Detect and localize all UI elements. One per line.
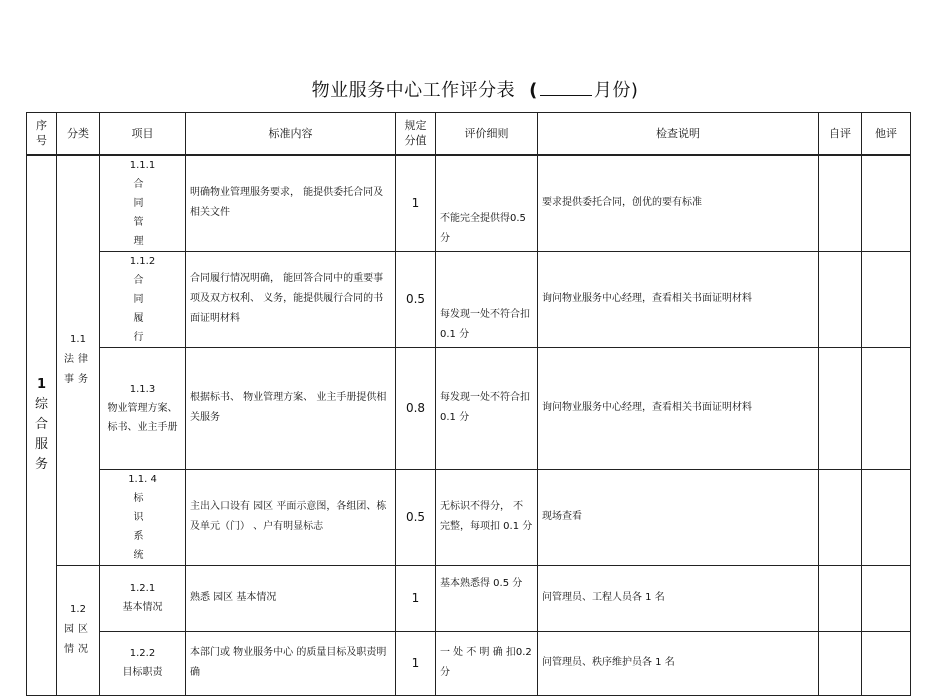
header-item: 项目 xyxy=(100,113,186,155)
standard-cell: 主出入口设有 园区 平面示意图，各组团、栋及单元（门） 、户有明显标志 xyxy=(186,469,396,565)
other-score-cell[interactable] xyxy=(862,155,911,252)
score-cell: 1 xyxy=(396,631,436,695)
eval-cell: 每发现一处不符合扣 0.1 分 xyxy=(436,347,538,469)
group-cell-1-2 xyxy=(57,565,100,695)
other-score-cell[interactable] xyxy=(862,565,911,631)
standard-cell: 明确物业管理服务要求， 能提供委托合同及相关文件 xyxy=(186,155,396,252)
eval-cell: 每发现一处不符合扣 0.1 分 xyxy=(436,251,538,347)
check-cell: 问管理员、秩序维护员各 1 名 xyxy=(538,631,819,695)
header-seq: 序号 xyxy=(27,113,57,155)
item-name: 合同履行 xyxy=(133,274,152,343)
header-row xyxy=(27,113,911,155)
item-cell xyxy=(100,251,186,347)
standard-cell: 合同履行情况明确， 能回答合同中的重要事项及双方权利、 义务，能提供履行合同的书面证明材料 xyxy=(186,251,396,347)
check-cell: 询问物业服务中心经理，查看相关书面证明材料 xyxy=(538,251,819,347)
section-number: 1 xyxy=(36,377,47,392)
check-cell: 询问物业服务中心经理，查看相关书面证明材料 xyxy=(538,347,819,469)
self-score-cell[interactable] xyxy=(819,155,862,252)
table-row xyxy=(27,469,911,565)
self-score-cell[interactable] xyxy=(819,631,862,695)
score-cell: 0.5 xyxy=(396,251,436,347)
table-row xyxy=(27,631,911,695)
item-cell xyxy=(100,469,186,565)
score-table xyxy=(26,112,911,696)
group-number: 1.1 xyxy=(70,334,86,345)
check-cell: 问管理员、工程人员各 1 名 xyxy=(538,565,819,631)
group-name: 园区情况 xyxy=(64,624,92,655)
item-number: 1.1.3 xyxy=(129,383,156,395)
item-name: 合同管理 xyxy=(133,178,152,247)
header-other: 他评 xyxy=(862,113,911,155)
table-row xyxy=(27,565,911,631)
table-row xyxy=(27,155,911,252)
header-check: 检查说明 xyxy=(538,113,819,155)
score-cell: 1 xyxy=(396,155,436,252)
self-score-cell[interactable] xyxy=(819,469,862,565)
item-name: 目标职责 xyxy=(122,667,163,678)
section-cell xyxy=(27,155,57,696)
table-row xyxy=(27,251,911,347)
item-number: 1.1.2 xyxy=(129,255,156,267)
item-name: 物业管理方案、标书、业主手册 xyxy=(107,402,178,433)
group-number: 1.2 xyxy=(70,604,86,615)
group-cell-1-1 xyxy=(57,155,100,566)
item-name: 标识系统 xyxy=(133,492,152,561)
section-name: 综合服务 xyxy=(34,397,48,472)
item-name: 基本情况 xyxy=(122,602,163,613)
score-cell: 1 xyxy=(396,565,436,631)
header-category: 分类 xyxy=(57,113,100,155)
header-score: 规定分值 xyxy=(396,113,436,155)
other-score-cell[interactable] xyxy=(862,469,911,565)
standard-cell: 熟悉 园区 基本情况 xyxy=(186,565,396,631)
group-name: 法律事务 xyxy=(64,354,92,385)
eval-cell: 一 处 不 明 确 扣0.2 分 xyxy=(436,631,538,695)
title-month-open: ( xyxy=(529,80,538,101)
title-main: 物业服务中心工作评分表 xyxy=(311,80,516,101)
other-score-cell[interactable] xyxy=(862,347,911,469)
month-blank xyxy=(540,81,592,96)
page-title xyxy=(0,76,950,102)
standard-cell: 根据标书、 物业管理方案、 业主手册提供相关服务 xyxy=(186,347,396,469)
item-number: 1.1.1 xyxy=(129,159,156,171)
eval-cell: 无标识不得分， 不完整，每项扣 0.1 分 xyxy=(436,469,538,565)
item-number: 1.2.2 xyxy=(129,648,156,659)
header-eval: 评价细则 xyxy=(436,113,538,155)
title-month-suffix: 月份) xyxy=(593,80,639,101)
self-score-cell[interactable] xyxy=(819,347,862,469)
other-score-cell[interactable] xyxy=(862,631,911,695)
item-number: 1.2.1 xyxy=(129,583,156,594)
item-number: 1.1. 4 xyxy=(128,473,157,485)
item-cell xyxy=(100,347,186,469)
score-cell: 0.8 xyxy=(396,347,436,469)
table-row xyxy=(27,347,911,469)
check-cell: 要求提供委托合同，创优的要有标准 xyxy=(538,155,819,252)
eval-cell: 不能完全提供得0.5 分 xyxy=(436,155,538,252)
other-score-cell[interactable] xyxy=(862,251,911,347)
item-cell xyxy=(100,631,186,695)
eval-cell: 基本熟悉得 0.5 分 xyxy=(436,565,538,631)
header-self: 自评 xyxy=(819,113,862,155)
header-standard: 标准内容 xyxy=(186,113,396,155)
score-cell: 0.5 xyxy=(396,469,436,565)
item-cell xyxy=(100,565,186,631)
self-score-cell[interactable] xyxy=(819,565,862,631)
check-cell: 现场查看 xyxy=(538,469,819,565)
item-cell xyxy=(100,155,186,252)
self-score-cell[interactable] xyxy=(819,251,862,347)
standard-cell: 本部门或 物业服务中心 的质量目标及职责明确 xyxy=(186,631,396,695)
